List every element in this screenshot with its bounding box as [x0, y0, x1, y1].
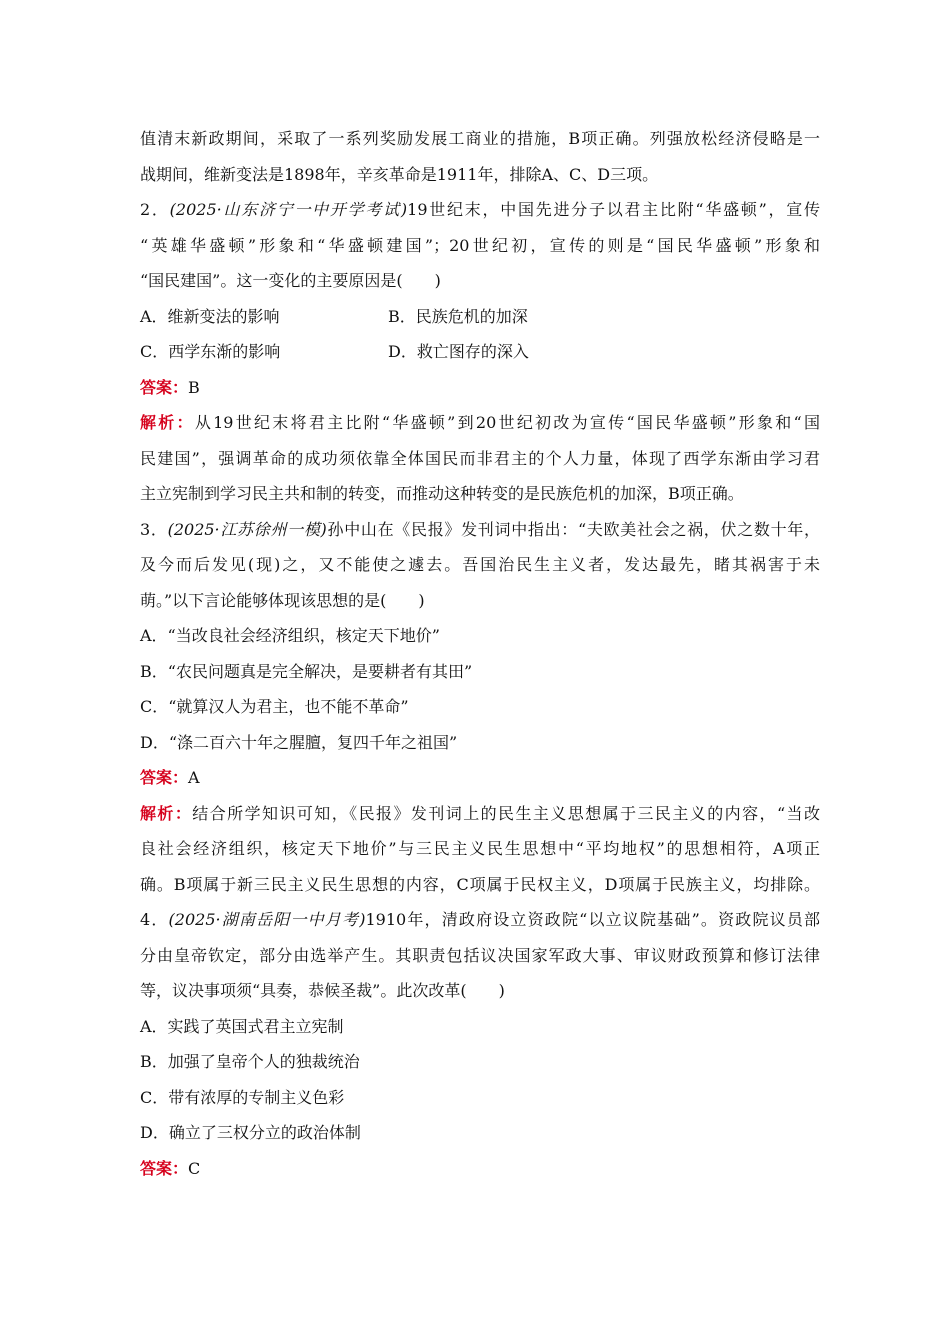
q3-analysis-text-1: 结合所学知识可知，《民报》发刊词上的民生主义思想属于三民主义的内容，“当改: [192, 803, 820, 823]
q4-option-c: C．带有浓厚的专制主义色彩: [140, 1087, 345, 1107]
q4-answer: [140, 1151, 820, 1187]
q3-source: (2025·江苏徐州一模): [167, 519, 327, 539]
q3-analysis-line-2: 良社会经济组织，核定天下地价”与三民主义民生思想中“平均地权”的思想相符，A项正: [140, 839, 820, 858]
q4-stem-line-3: 等，议决事项须“具奏，恭候圣裁”。此次改革( ): [140, 981, 505, 1000]
q2-analysis-label: 解析：: [140, 413, 195, 432]
q2-source: (2025·山东济宁一中开学考试): [169, 200, 408, 219]
q4-option-d: D．确立了三权分立的政治体制: [140, 1123, 361, 1142]
q3-answer-label: 答案：: [140, 768, 189, 787]
q2-stem-line-2: “英雄华盛顿”形象和“华盛顿建国”；20世纪初，宣传的则是“国民华盛顿”形象和: [140, 235, 820, 255]
q3-stem-line-1: [140, 512, 820, 548]
q2-stem-line-3: “国民建国”。这一变化的主要原因是( ): [140, 271, 441, 290]
intro-line-1: 值清末新政期间，采取了一系列奖励发展工商业的措施，B项正确。列强放松经济侵略是一: [140, 129, 820, 148]
q2-option-d: D．救亡图存的深入: [388, 342, 529, 361]
q2-option-c: C．西学东渐的影响: [140, 342, 281, 361]
q3-number: 3．: [140, 519, 168, 539]
q2-answer-label: 答案：: [140, 377, 189, 397]
q3-answer-value: A: [188, 768, 200, 787]
q3-option-c: C．“就算汉人为君主，也不能不革命”: [140, 697, 409, 716]
q4-answer-label: 答案：: [140, 1158, 189, 1178]
q4-source: (2025·湖南岳阳一中月考): [168, 910, 366, 929]
q2-options-row-2: [140, 334, 820, 370]
q3-analysis-line-1: [140, 796, 820, 832]
q2-analysis-line-3: 主立宪制到学习民主共和制的转变，而推动这种转变的是民族危机的加深，B项正确。: [140, 484, 744, 503]
q4-answer-value: C: [188, 1158, 201, 1178]
q3-stem-text-1: 孙中山在《民报》发刊词中指出：“夫欧美社会之祸，伏之数十年，: [326, 519, 820, 539]
q3-stem-line-2: 及今而后发见(现)之，又不能使之遽去。吾国治民生主义者，发达最先，睹其祸害于未: [140, 555, 820, 574]
intro-line-2: 战期间，维新变法是1898年，辛亥革命是1911年，排除A、C、D三项。: [140, 164, 659, 184]
q2-answer: [140, 370, 820, 406]
q2-analysis-text-1: 从19世纪末将君主比附“华盛顿”到20世纪初改为宣传“国民华盛顿”形象和“国: [194, 413, 820, 432]
q3-stem-line-3: 萌。”以下言论能够体现该思想的是( ): [140, 590, 425, 610]
q4-stem-line-2: 分由皇帝钦定，部分由选举产生。其职责包括议决国家军政大事、审议财政预算和修订法律: [140, 945, 820, 965]
q4-option-a: A．实践了英国式君主立宪制: [140, 1016, 344, 1036]
q3-analysis-label: 解析：: [140, 803, 193, 823]
q3-answer: [140, 760, 820, 796]
q3-analysis-line-3: 确。B项属于新三民主义民生思想的内容，C项属于民权主义，D项属于民族主义，均排除。: [140, 874, 820, 894]
q2-stem-line-1: [140, 192, 820, 228]
q2-option-b: B．民族危机的加深: [388, 306, 528, 326]
q3-option-d: D．“涤二百六十年之腥膻，复四千年之祖国”: [140, 732, 458, 752]
document-page: [140, 121, 820, 1186]
q2-option-a: A．维新变法的影响: [140, 306, 280, 326]
q2-answer-value: B: [188, 377, 200, 397]
q2-analysis-line-1: [140, 405, 820, 441]
q3-option-b: B．“农民问题真是完全解决，是要耕者有其田”: [140, 661, 473, 681]
q2-analysis-line-2: 民建国”，强调革命的成功须依靠全体国民而非君主的个人力量，体现了西学东渐由学习君: [140, 448, 820, 468]
q2-stem-text-1: 19世纪末，中国先进分子以君主比附“华盛顿”，宣传: [407, 200, 820, 219]
q4-option-b: B．加强了皇帝个人的独裁统治: [140, 1052, 360, 1071]
q2-number: 2．: [140, 200, 170, 219]
q4-stem-text-1: 1910年，清政府设立资政院“以立议院基础”。资政院议员部: [365, 910, 820, 929]
q4-stem-line-1: [140, 902, 820, 938]
q4-number: 4．: [140, 910, 169, 929]
q2-options-row-1: [140, 299, 820, 335]
q3-option-a: A．“当改良社会经济组织，核定天下地价”: [140, 626, 440, 645]
